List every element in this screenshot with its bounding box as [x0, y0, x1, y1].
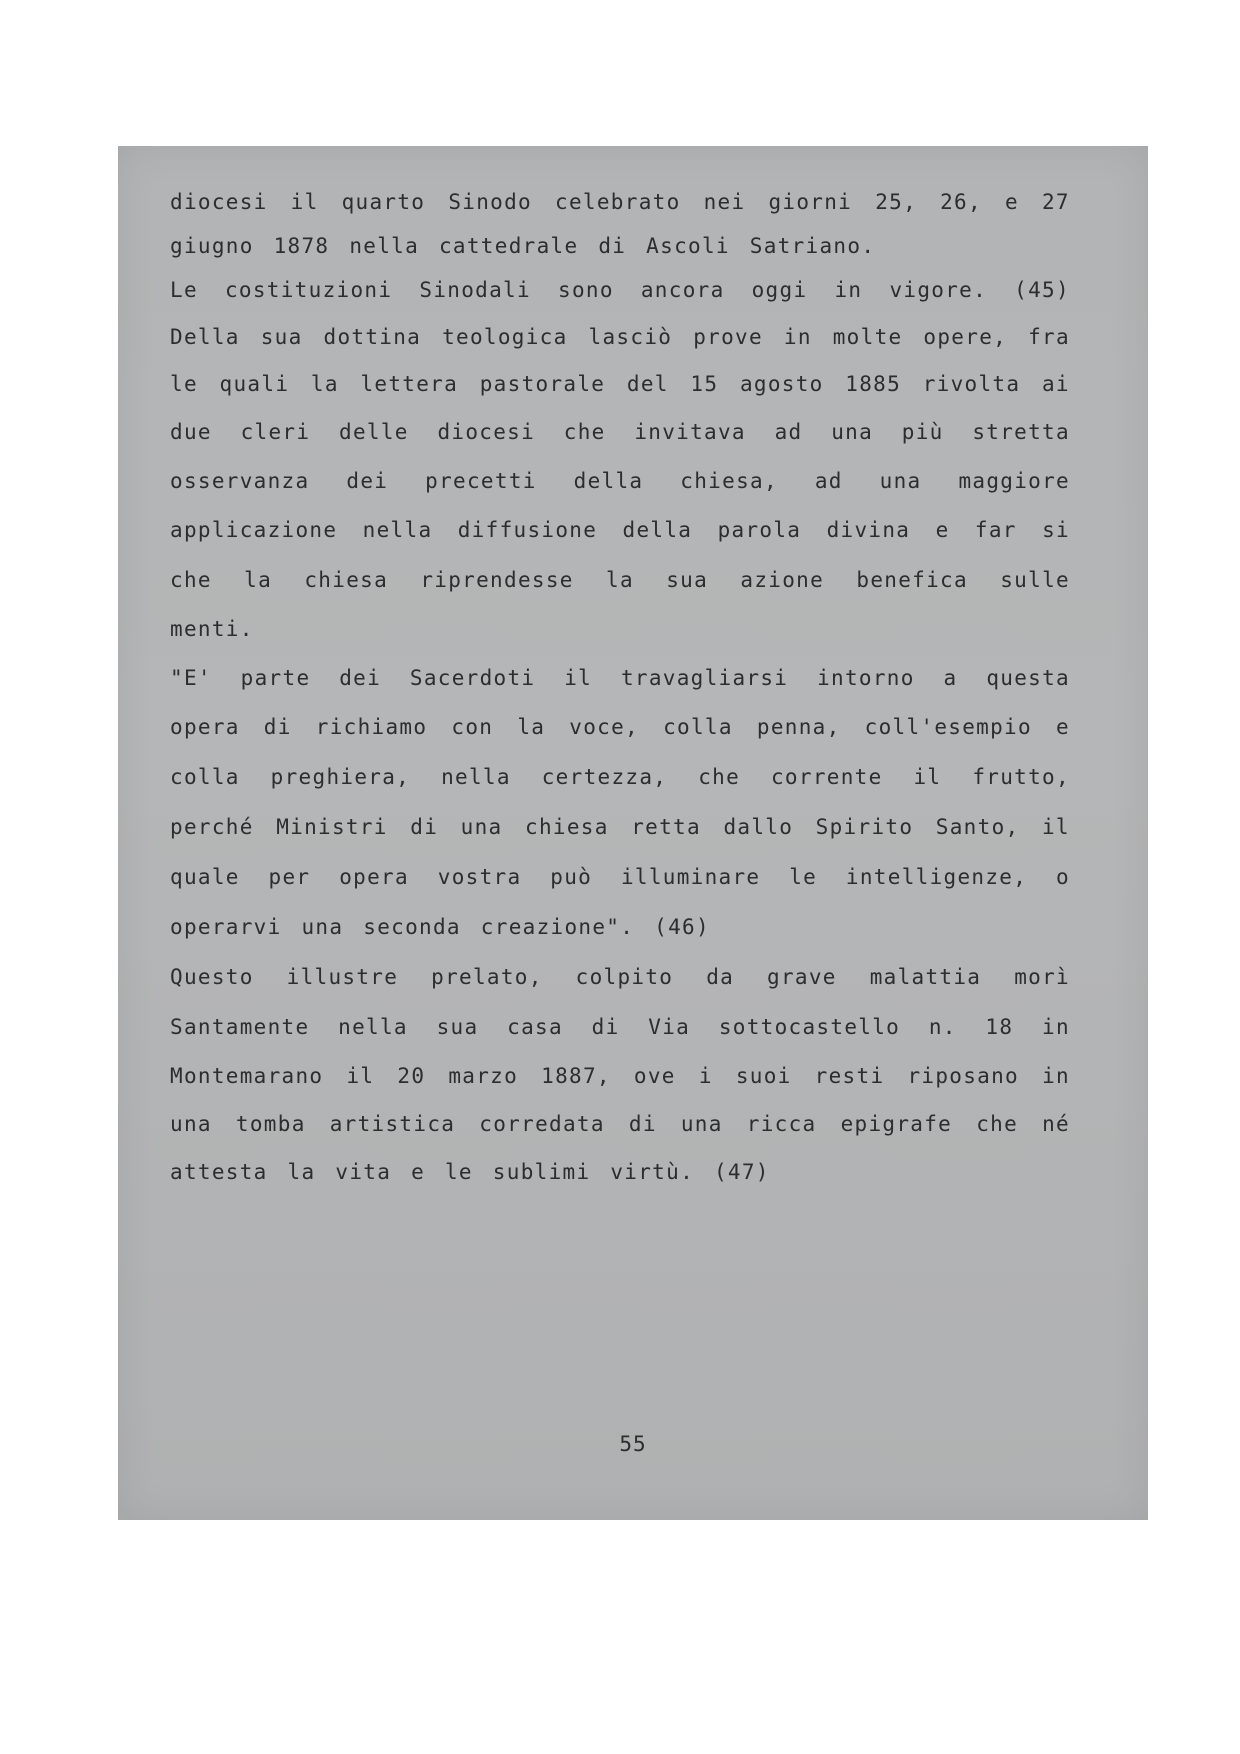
text-line: due cleri delle diocesi che invitava ad una più stretta: [170, 420, 1070, 444]
text-line: quale per opera vostra può illuminare le intelligenze, o: [170, 865, 1070, 889]
text-line: colla preghiera, nella certezza, che corrente il frutto,: [170, 765, 1070, 789]
text-line: applicazione nella diffusione della parola divina e far si: [170, 518, 1070, 542]
scanned-page-photo: [118, 146, 1148, 1520]
text-line: perché Ministri di una chiesa retta dallo Spirito Santo, il: [170, 815, 1070, 839]
text-line: Questo illustre prelato, colpito da grave malattia morì: [170, 965, 1070, 989]
text-line: le quali la lettera pastorale del 15 agosto 1885 rivolta ai: [170, 372, 1070, 396]
text-line: che la chiesa riprendesse la sua azione benefica sulle: [170, 568, 1070, 592]
text-line: attesta la vita e le sublimi virtù. (47): [170, 1160, 770, 1184]
text-line: Santamente nella sua casa di Via sottocastello n. 18 in: [170, 1015, 1070, 1039]
text-line: Montemarano il 20 marzo 1887, ove i suoi resti riposano in: [170, 1064, 1070, 1088]
text-line: Della sua dottina teologica lasciò prove in molte opere, fra: [170, 325, 1070, 349]
text-line: "E' parte dei Sacerdoti il travagliarsi intorno a questa: [170, 666, 1070, 690]
page-number: 55: [619, 1432, 647, 1456]
text-line: diocesi il quarto Sinodo celebrato nei giorni 25, 26, e 27: [170, 190, 1070, 214]
text-line: osservanza dei precetti della chiesa, ad una maggiore: [170, 469, 1070, 493]
text-line: menti.: [170, 617, 254, 641]
text-line: opera di richiamo con la voce, colla penna, coll'esempio e: [170, 715, 1070, 739]
text-line: operarvi una seconda creazione". (46): [170, 915, 710, 939]
text-line: una tomba artistica corredata di una ricca epigrafe che né: [170, 1112, 1070, 1136]
text-line: Le costituzioni Sinodali sono ancora oggi in vigore. (45): [170, 278, 1070, 302]
text-line: giugno 1878 nella cattedrale di Ascoli Satriano.: [170, 234, 876, 258]
